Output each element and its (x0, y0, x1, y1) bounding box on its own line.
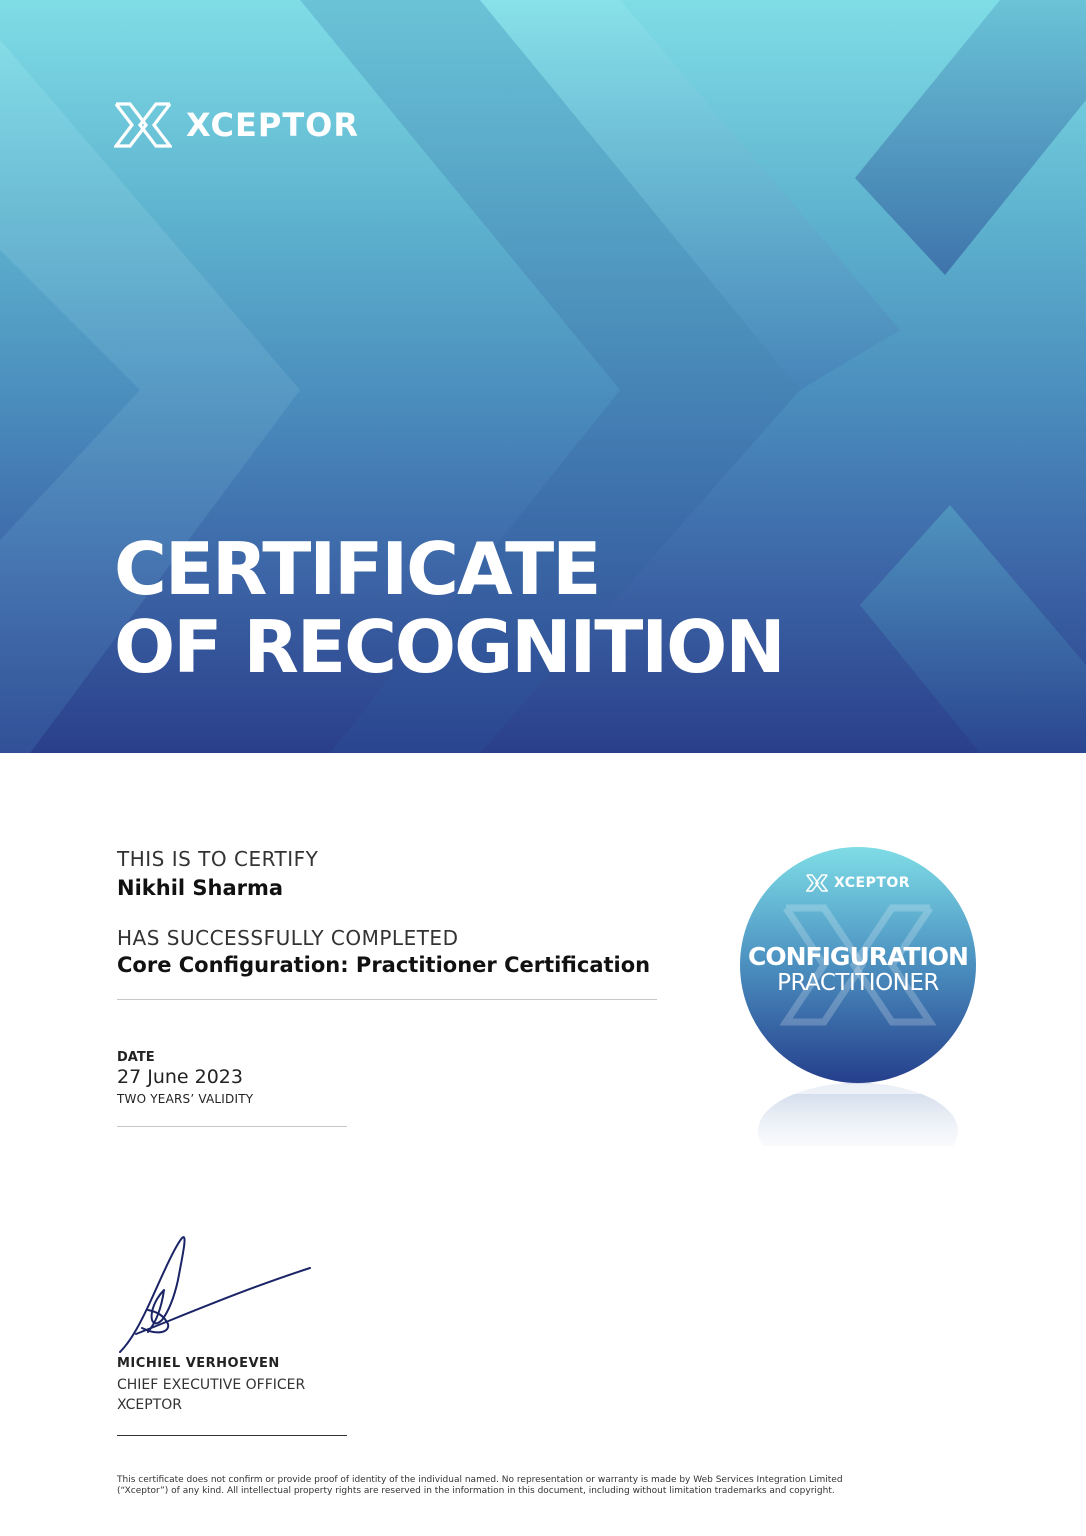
validity-note: TWO YEARS’ VALIDITY (117, 1092, 254, 1106)
signatory-title: CHIEF EXECUTIVE OFFICER (117, 1377, 306, 1393)
signatory-organization: XCEPTOR (117, 1397, 182, 1413)
certificate-header-banner (0, 0, 1086, 753)
xceptor-x-icon (114, 102, 172, 148)
title-line-1: CERTIFICATE (114, 527, 600, 611)
date-label: DATE (117, 1050, 155, 1065)
badge-logo (738, 874, 978, 892)
signature-image (112, 1228, 322, 1358)
title-line-2: OF RECOGNITION (114, 605, 784, 689)
badge-title: CONFIGURATION (748, 942, 968, 971)
badge-x-icon (806, 874, 828, 892)
divider-signature (117, 1435, 347, 1436)
logo-wordmark: XCEPTOR (186, 106, 359, 144)
course-name: Core Configuration: Practitioner Certification (117, 953, 651, 977)
legal-disclaimer: This certificate does not confirm or provide proof of identity of the individual named. No representation or warranty is made by Web Services Integration Limited (“Xceptor”) of any kind. All intellectual property rights are reserved in the information in this document, including without limitation trademarks and copyright. (117, 1475, 843, 1496)
recipient-name: Nikhil Sharma (117, 876, 284, 900)
badge-subtitle: PRACTITIONER (777, 970, 939, 996)
divider-date (117, 1126, 347, 1127)
date-value: 27 June 2023 (117, 1066, 243, 1088)
signatory-name: MICHIEL VERHOEVEN (117, 1356, 280, 1371)
certify-label: THIS IS TO CERTIFY (117, 847, 319, 871)
badge-logo-text: XCEPTOR (833, 875, 911, 891)
completed-label: HAS SUCCESSFULLY COMPLETED (117, 926, 459, 950)
certification-badge (738, 846, 978, 1146)
certificate-title (114, 527, 784, 689)
xceptor-logo (114, 100, 359, 150)
divider-course (117, 999, 657, 1000)
